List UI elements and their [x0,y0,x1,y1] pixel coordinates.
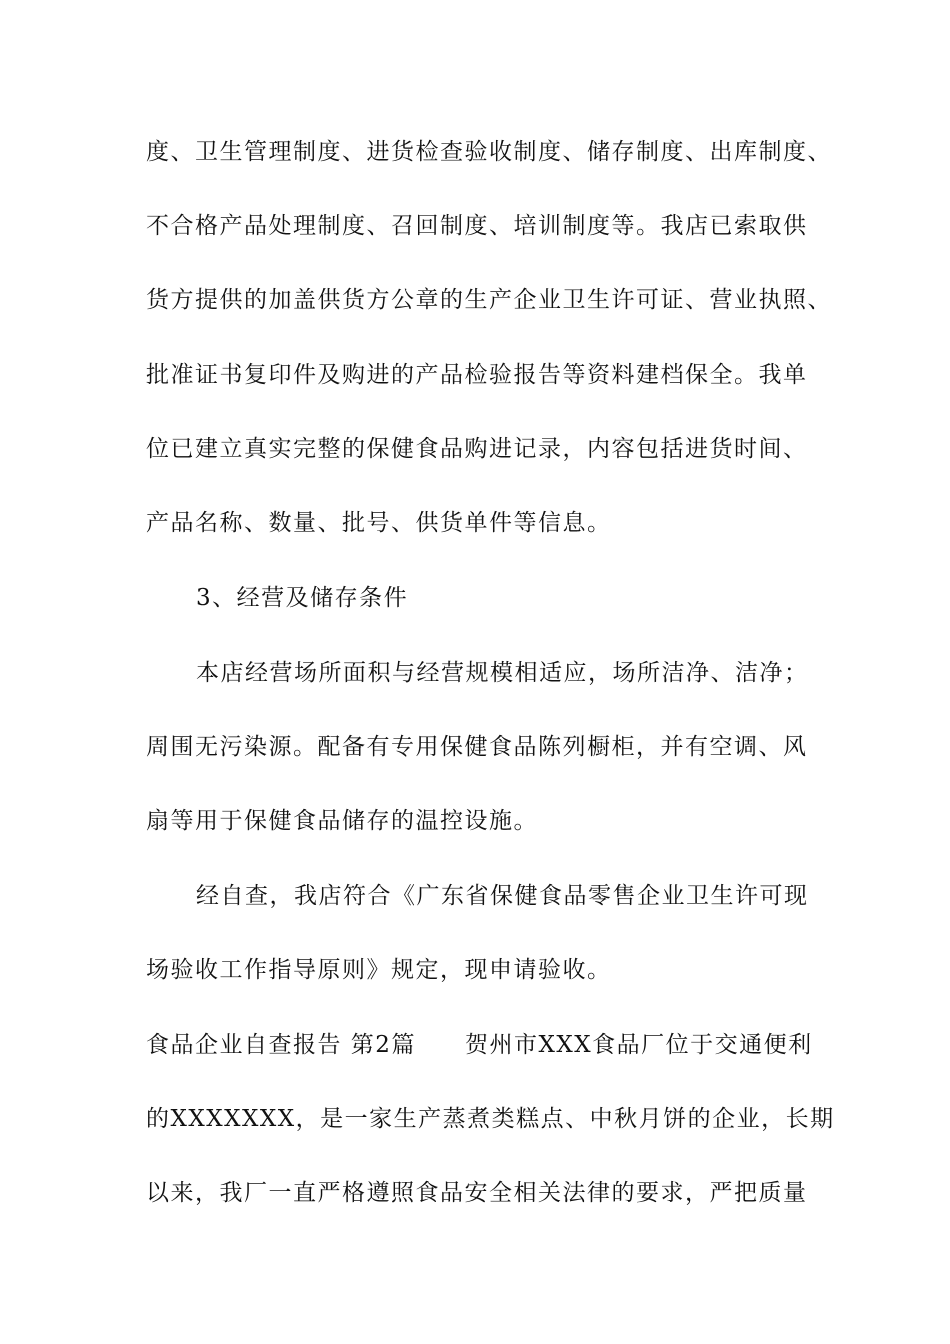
paragraph-line-13: 以来，我厂一直严格遵照食品安全相关法律的要求，严把质量 [146,1180,808,1206]
paragraph-line-9: 扇等用于保健食品储存的温控设施。 [146,808,538,834]
paragraph-line-4: 批准证书复印件及购进的产品检验报告等资料建档保全。我单 [146,362,808,388]
section-heading: 3、经营及储存条件 [196,585,409,611]
paragraph-line-12: 的XXXXXXX，是一家生产蒸煮类糕点、中秋月饼的企业，长期 [146,1106,835,1132]
paragraph-line-10: 经自查，我店符合《广东省保健食品零售企业卫生许可现 [196,883,809,909]
paragraph-line-1: 度、卫生管理制度、进货检查验收制度、储存制度、出库制度、 [146,139,832,165]
paragraph-line-3: 货方提供的加盖供货方公章的生产企业卫生许可证、营业执照、 [146,287,832,313]
paragraph-line-5: 位已建立真实完整的保健食品购进记录，内容包括进货时间、 [146,436,808,462]
paragraph-line-6: 产品名称、数量、批号、供货单件等信息。 [146,510,612,536]
paragraph-line-7: 本店经营场所面积与经营规模相适应，场所洁净、洁净； [196,660,809,686]
report-title-line: 食品企业自查报告 第2篇 贺州市XXX食品厂位于交通便利 [146,1032,813,1058]
paragraph-line-8: 周围无污染源。配备有专用保健食品陈列橱柜，并有空调、风 [146,734,808,760]
paragraph-line-2: 不合格产品处理制度、召回制度、培训制度等。我店已索取供 [146,213,808,239]
paragraph-line-11: 场验收工作指导原则》规定，现申请验收。 [146,957,612,983]
